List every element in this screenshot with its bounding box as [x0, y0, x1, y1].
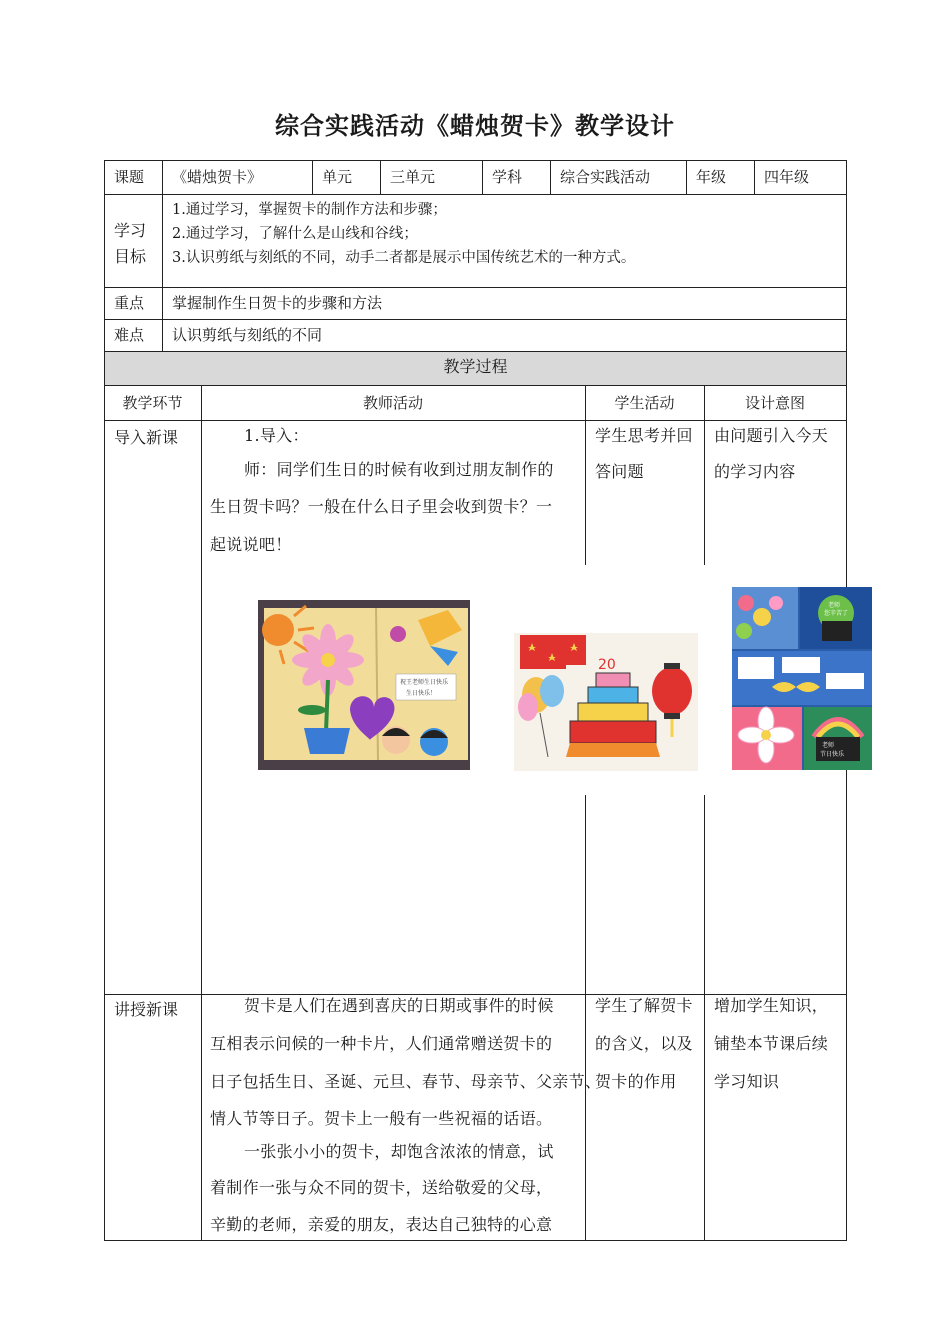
objectives-label: 学习 目标: [114, 221, 147, 266]
teacher-lesson-line: 一张张小小的贺卡，却饱含浓浓的情意，试: [244, 1142, 554, 1161]
card-flower-illustration: [258, 600, 470, 770]
photo-birthday-card-cake: [514, 633, 698, 771]
teacher-lesson-line: 互相表示问候的一种卡片，人们通常赠送贺卡的: [210, 1034, 553, 1053]
intent-lesson-line: 铺垫本节课后续: [714, 1034, 829, 1053]
objective-item: 3.认识剪纸与刻纸的不同，动手二者都是展示中国传统艺术的一种方式。: [172, 250, 636, 266]
intent-intro-line: 的学习内容: [714, 462, 796, 481]
key-point-label: 重点: [114, 294, 145, 312]
subject-value: 综合实践活动: [560, 168, 651, 186]
photo-birthday-card-flower: [258, 600, 470, 770]
topic-label: 课题: [114, 168, 145, 186]
student-lesson-line: 的含义，以及: [595, 1034, 693, 1053]
card-text-line: 祝王老师生日快乐: [400, 679, 449, 686]
collage-text: 老师: [828, 602, 841, 609]
header-student: 学生活动: [614, 394, 675, 412]
objective-item: 2.通过学习，了解什么是山线和谷线；: [172, 226, 418, 242]
teacher-lesson-line: 日子包括生日、圣诞、元旦、春节、母亲节、父亲节、: [210, 1072, 602, 1091]
photo-teacher-card-collage: [732, 587, 872, 770]
teacher-lesson-line: 情人节等日子。贺卡上一般有一些祝福的话语。: [210, 1109, 553, 1128]
teacher-intro-line: 师：同学们生日的时候有收到过朋友制作的: [244, 460, 554, 479]
difficulty-value: 认识剪纸与刻纸的不同: [172, 326, 323, 344]
collage-text: 您辛苦了: [824, 610, 849, 617]
difficulty-label: 难点: [114, 326, 145, 344]
unit-value: 三单元: [390, 168, 436, 186]
card-text-line: 生日快乐！: [406, 690, 437, 697]
card-cake-illustration: [514, 633, 698, 771]
header-teacher: 教师活动: [362, 394, 423, 412]
teacher-intro-line: 生日贺卡吗？一般在什么日子里会收到贺卡？一: [210, 497, 553, 516]
teacher-lesson-line: 着制作一张与众不同的贺卡，送给敬爱的父母，: [210, 1178, 553, 1197]
grade-value: 四年级: [764, 168, 810, 186]
intent-lesson-line: 学习知识: [714, 1072, 780, 1091]
student-lesson-line: 学生了解贺卡: [595, 996, 693, 1015]
student-intro-line: 学生思考并回: [595, 426, 693, 445]
subject-label: 学科: [492, 168, 523, 186]
page-title: 综合实践活动《蜡烛贺卡》教学设计: [275, 111, 675, 140]
stage-intro: 导入新课: [114, 428, 179, 447]
topic-value: 《蜡烛贺卡》: [172, 168, 263, 186]
intent-intro-line: 由问题引入今天: [714, 426, 829, 445]
header-stage: 教学环节: [122, 394, 183, 412]
teacher-lesson-line: 辛勤的老师，亲爱的朋友，表达自己独特的心意: [210, 1215, 553, 1234]
stage-new-lesson: 讲授新课: [114, 1000, 179, 1019]
process-section-title: 教学过程: [443, 357, 508, 376]
key-point-value: 掌握制作生日贺卡的步骤和方法: [172, 294, 383, 312]
student-intro-line: 答问题: [595, 462, 644, 481]
header-intent: 设计意图: [744, 394, 805, 412]
card-collage-illustration: [732, 587, 872, 770]
objective-item: 1.通过学习，掌握贺卡的制作方法和步骤；: [172, 202, 447, 218]
intent-lesson-line: 增加学生知识，: [714, 996, 829, 1015]
collage-text: 老师: [822, 742, 835, 749]
collage-text: 节日快乐: [820, 751, 845, 758]
objectives-list: [172, 198, 635, 270]
unit-label: 单元: [322, 168, 353, 186]
teacher-lesson-line: 贺卡是人们在遇到喜庆的日期或事件的时候: [244, 996, 554, 1015]
teacher-intro-line: 起说说吧！: [210, 535, 292, 554]
teacher-intro-line: 1.导入：: [244, 426, 309, 445]
svg-text:20: 20: [598, 657, 616, 673]
student-lesson-line: 贺卡的作用: [595, 1072, 677, 1091]
grade-label: 年级: [696, 168, 727, 186]
